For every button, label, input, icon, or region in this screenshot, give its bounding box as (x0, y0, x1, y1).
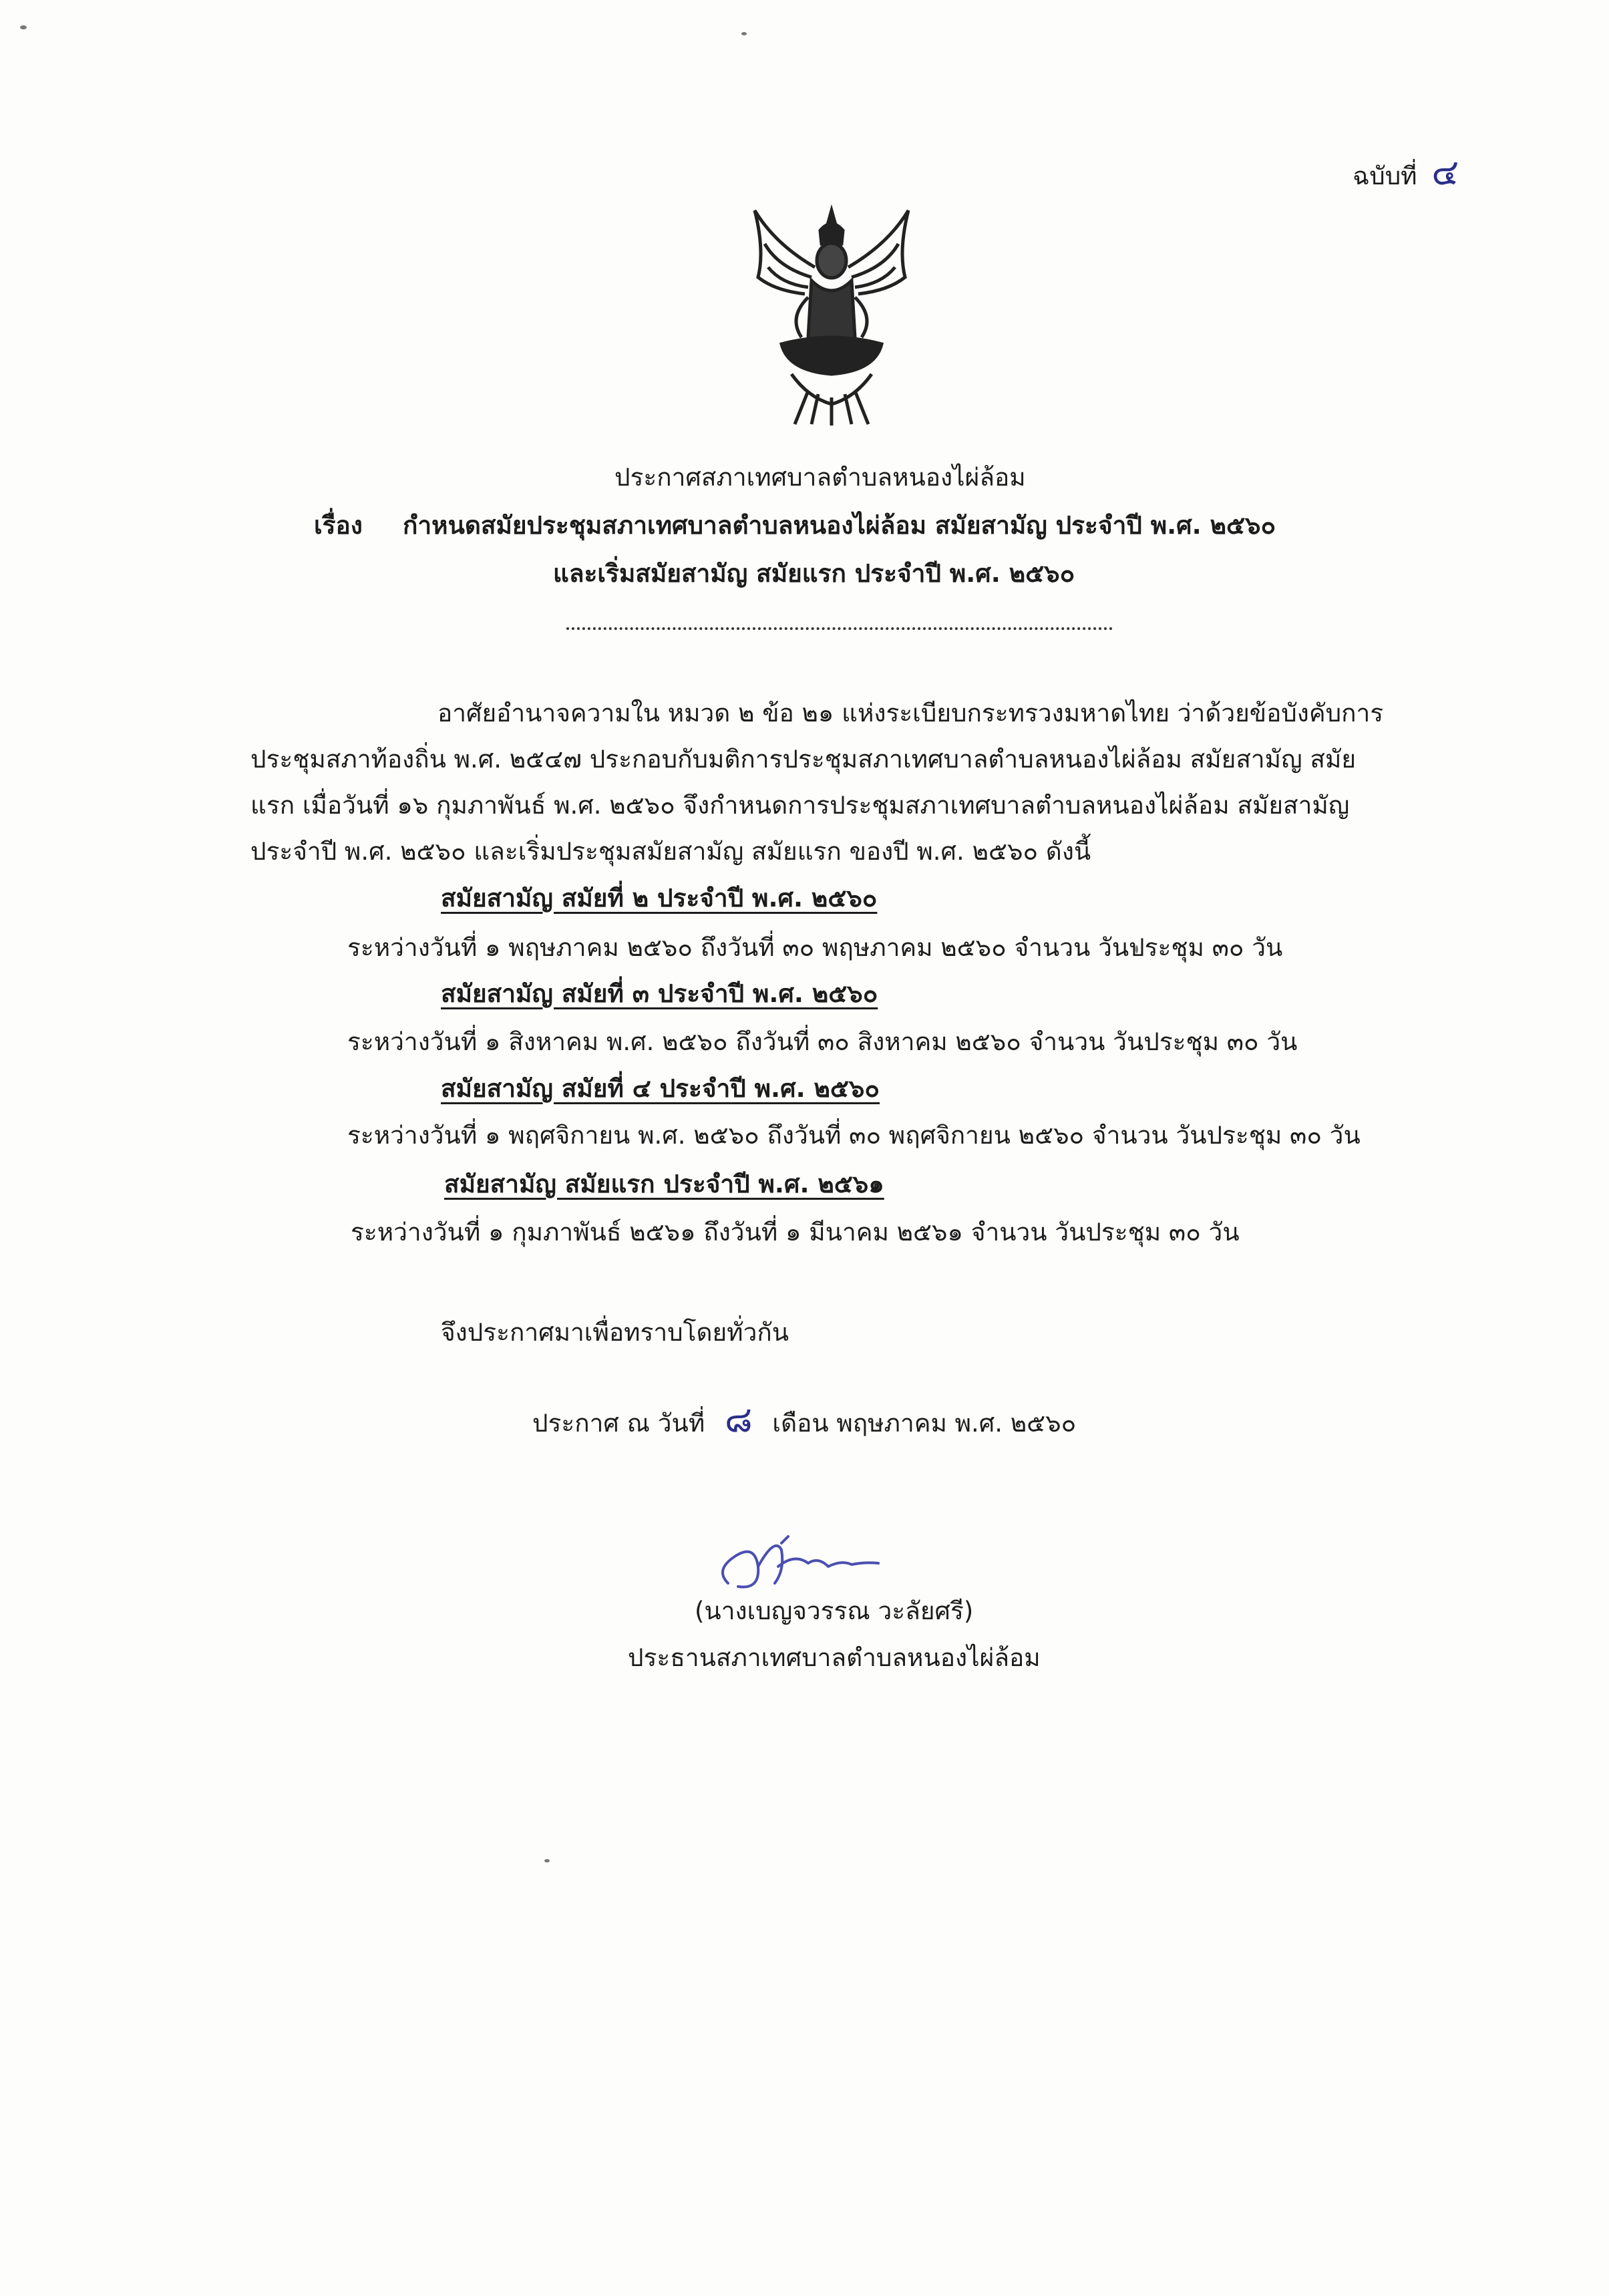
closing-statement: จึงประกาศมาเพื่อทราบโดยทั่วกัน (441, 1318, 789, 1347)
signature-image (708, 1530, 888, 1603)
garuda-emblem-icon (741, 204, 922, 428)
announcement-date (532, 1398, 1077, 1440)
session-heading: สมัยสามัญ สมัยแรก ประจำปี พ.ศ. ๒๕๖๑ (444, 1170, 884, 1198)
subject-line-2: และเริ่มสมัยสามัญ สมัยแรก ประจำปี พ.ศ. ๒๕๖๐ (553, 559, 1075, 588)
announced-day: ๘ (724, 1398, 753, 1440)
separator-dotted-line (566, 625, 1113, 630)
scan-speck (741, 32, 747, 35)
body-line: แรก เมื่อวันที่ ๑๖ กุมภาพันธ์ พ.ศ. ๒๕๖๐ จึงกำหนดการประชุมสภาเทศบาลตำบลหนองไผ่ล้อม สมัยสามัญ (250, 791, 1350, 820)
session-detail: ระหว่างวันที่ ๑ พฤษภาคม ๒๕๖๐ ถึงวันที่ ๓๐ พฤษภาคม ๒๕๖๐ จำนวน วันประชุม ๓๐ วัน (347, 933, 1283, 962)
session-heading: สมัยสามัญ สมัยที่ ๒ ประจำปี พ.ศ. ๒๕๖๐ (441, 884, 878, 913)
scan-speck (20, 25, 27, 29)
subject-line-1: กำหนดสมัยประชุมสภาเทศบาลตำบลหนองไผ่ล้อม สมัยสามัญ ประจำปี พ.ศ. ๒๕๖๐ (403, 511, 1276, 540)
signer-position: ประธานสภาเทศบาลตำบลหนองไผ่ล้อม (628, 1643, 1041, 1672)
announcement-title: ประกาศสภาเทศบาลตำบลหนองไผ่ล้อม (614, 463, 1026, 492)
session-detail: ระหว่างวันที่ ๑ พฤศจิกายน พ.ศ. ๒๕๖๐ ถึงวันที่ ๓๐ พฤศจิกายน ๒๕๖๐ จำนวน วันประชุม ๓๐ วัน (347, 1121, 1361, 1150)
session-heading: สมัยสามัญ สมัยที่ ๓ ประจำปี พ.ศ. ๒๕๖๐ (441, 979, 878, 1008)
body-line: ประจำปี พ.ศ. ๒๕๖๐ และเริ่มประชุมสมัยสามัญ สมัยแรก ของปี พ.ศ. ๒๕๖๐ ดังนี้ (250, 837, 1091, 866)
issue-label: ฉบับที่ (1353, 162, 1417, 190)
issue-number: ๔ (1431, 151, 1459, 193)
announced-suffix: เดือน พฤษภาคม พ.ศ. ๒๕๖๐ (772, 1409, 1077, 1438)
session-detail: ระหว่างวันที่ ๑ สิงหาคม พ.ศ. ๒๕๖๐ ถึงวันที่ ๓๐ สิงหาคม ๒๕๖๐ จำนวน วันประชุม ๓๐ วัน (347, 1027, 1298, 1056)
session-heading: สมัยสามัญ สมัยที่ ๔ ประจำปี พ.ศ. ๒๕๖๐ (441, 1074, 880, 1103)
signer-name: (นางเบญจวรรณ วะลัยศรี) (695, 1597, 974, 1625)
announced-prefix: ประกาศ ณ วันที่ (532, 1409, 705, 1438)
scan-speck (544, 1859, 550, 1862)
subject-label: เรื่อง (314, 511, 363, 540)
session-detail: ระหว่างวันที่ ๑ กุมภาพันธ์ ๒๕๖๑ ถึงวันที่ ๑ มีนาคม ๒๕๖๑ จำนวน วันประชุม ๓๐ วัน (351, 1218, 1240, 1247)
body-line: ประชุมสภาท้องถิ่น พ.ศ. ๒๕๔๗ ประกอบกับมติการประชุมสภาเทศบาลตำบลหนองไผ่ล้อม สมัยสามัญ สมัย (250, 745, 1357, 774)
issue-number-line (1353, 151, 1459, 193)
body-line: อาศัยอำนาจความใน หมวด ๒ ข้อ ๒๑ แห่งระเบียบกระทรวงมหาดไทย ว่าด้วยข้อบังคับการ (437, 699, 1384, 727)
